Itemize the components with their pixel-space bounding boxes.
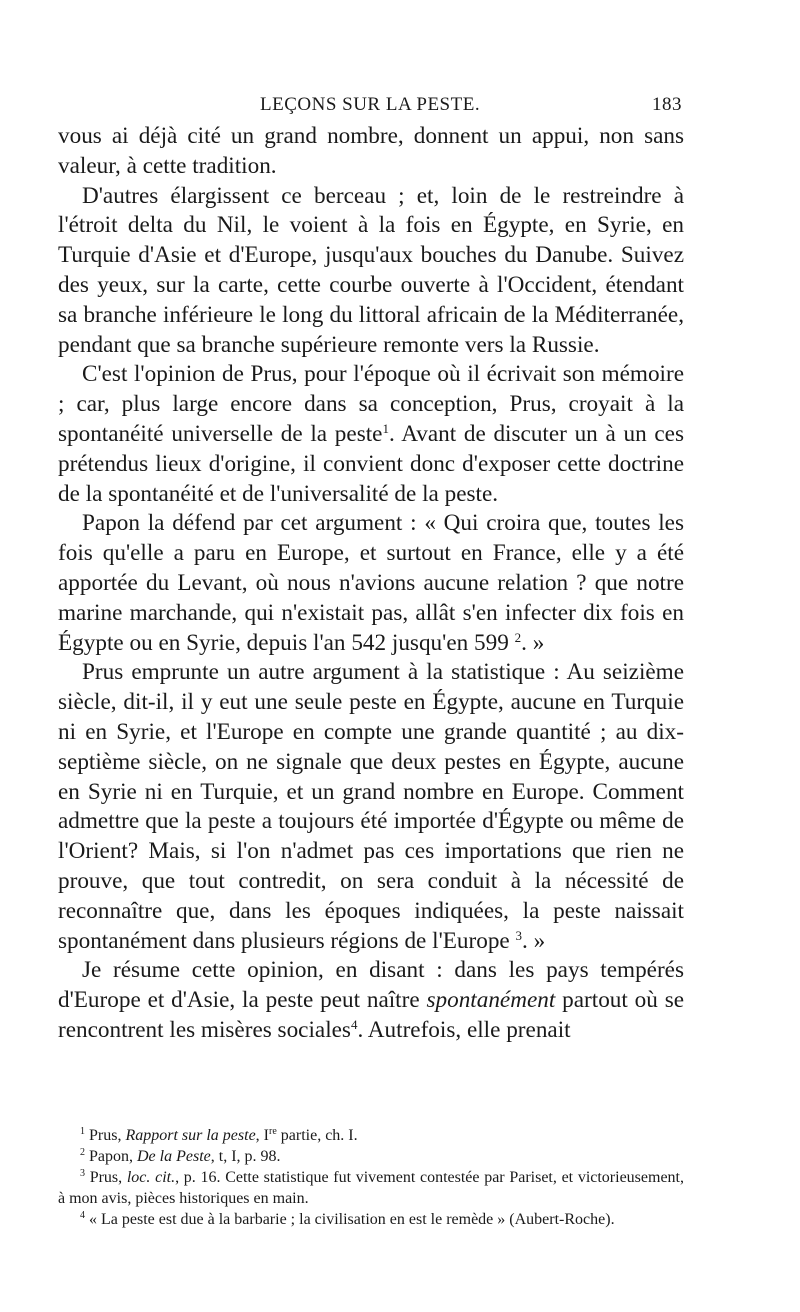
emphasis: spontanément bbox=[426, 987, 556, 1014]
footnote-ref[interactable]: 3 bbox=[515, 927, 523, 943]
paragraph: Papon la défend par cet argument : « Qui croira que, toutes les fois qu'elle a paru en Europe, et surtout en France, elle y a été apportée du Levant, où nous n'avions aucune relation ? que notre marine marchande, qui n'existait pas, allât s'en infecter dix fois en Égypte ou en Syrie, depuis l'an 542 jusqu'en 599 $^2$. » bbox=[58, 510, 684, 656]
paragraph: vous ai déjà cité un grand nombre, donnent un appui, non sans valeur, à cette tradition. bbox=[58, 123, 684, 179]
footnote: $^3$ Prus, loc. cit., p. 16. Cette statistique fut vivement contestée par Pariset, et victorieusement, à mon avis, pièces historiques en main. bbox=[58, 1168, 685, 1207]
footnote-ref[interactable]: 2 bbox=[514, 629, 522, 645]
paragraph: D'autres élargissent ce berceau ; et, loin de le restreindre à l'étroit delta du Nil, le voient à la fois en Égypte, en Syrie, en Turquie d'Asie et d'Europe, jusqu'aux bouches du Danube. Suivez des yeux, sur la carte, cette courbe ouverte à l'Occident, étendant sa branche inférieure le long du littoral africain de la Méditerranée, pendant que sa branche supérieure remonte vers la Russie. bbox=[58, 182, 684, 358]
footnotes bbox=[58, 1125, 684, 1230]
running-title: LEÇONS SUR LA PESTE. bbox=[260, 94, 481, 115]
footnote-ref[interactable]: 1 bbox=[382, 420, 389, 436]
paragraph: Prus emprunte un autre argument à la statistique : Au seizième siècle, dit-il, il y eut une seule peste en Égypte, aucune en Turquie ni en Syrie, et l'Europe en compte une grande quantité ; au dix-septième siècle, on ne signale que deux pestes en Égypte, aucune en Syrie ni en Turquie, et un grand nombre en Europe. Comment admettre que la peste a toujours été importée d'Égypte ou même de l'Orient? Mais, si l'on n'admet pas ces importations que rien ne prouve, que tout contredit, on sera conduit à la nécessité de reconnaître que, dans les époques indiquées, la peste naissait spontanément dans plusieurs régions de l'Europe $^3$. » bbox=[58, 659, 684, 954]
paragraph: Je résume cette opinion, en disant : dans les pays tempérés d'Europe et d'Asie, la peste peut naître spontanément partout où se rencontrent les misères sociales$^4$. Autrefois, elle prenait bbox=[58, 957, 685, 1043]
running-header bbox=[260, 94, 682, 116]
paragraph: C'est l'opinion de Prus, pour l'époque où il écrivait son mémoire ; car, plus large encore dans sa conception, Prus, croyait à la spontanéité universelle de la peste$^1$. Avant de discuter un à un ces prétendus lieux d'origine, il convient donc d'exposer cette doctrine de la spontanéité et de l'universalité de la peste. bbox=[58, 361, 685, 507]
footnote: $^4$ « La peste est due à la barbarie ; la civilisation en est le remède » (Aubert-Roche). bbox=[80, 1210, 615, 1228]
footnote: $^2$ Papon, De la Peste, t, I, p. 98. bbox=[80, 1147, 281, 1165]
footnote: $^1$ Prus, Rapport sur la peste, Ire partie, ch. I. bbox=[80, 1126, 358, 1144]
footnote-ref[interactable]: 4 bbox=[350, 1016, 358, 1032]
page-number: 183 bbox=[652, 94, 682, 115]
main-text bbox=[58, 122, 684, 1046]
